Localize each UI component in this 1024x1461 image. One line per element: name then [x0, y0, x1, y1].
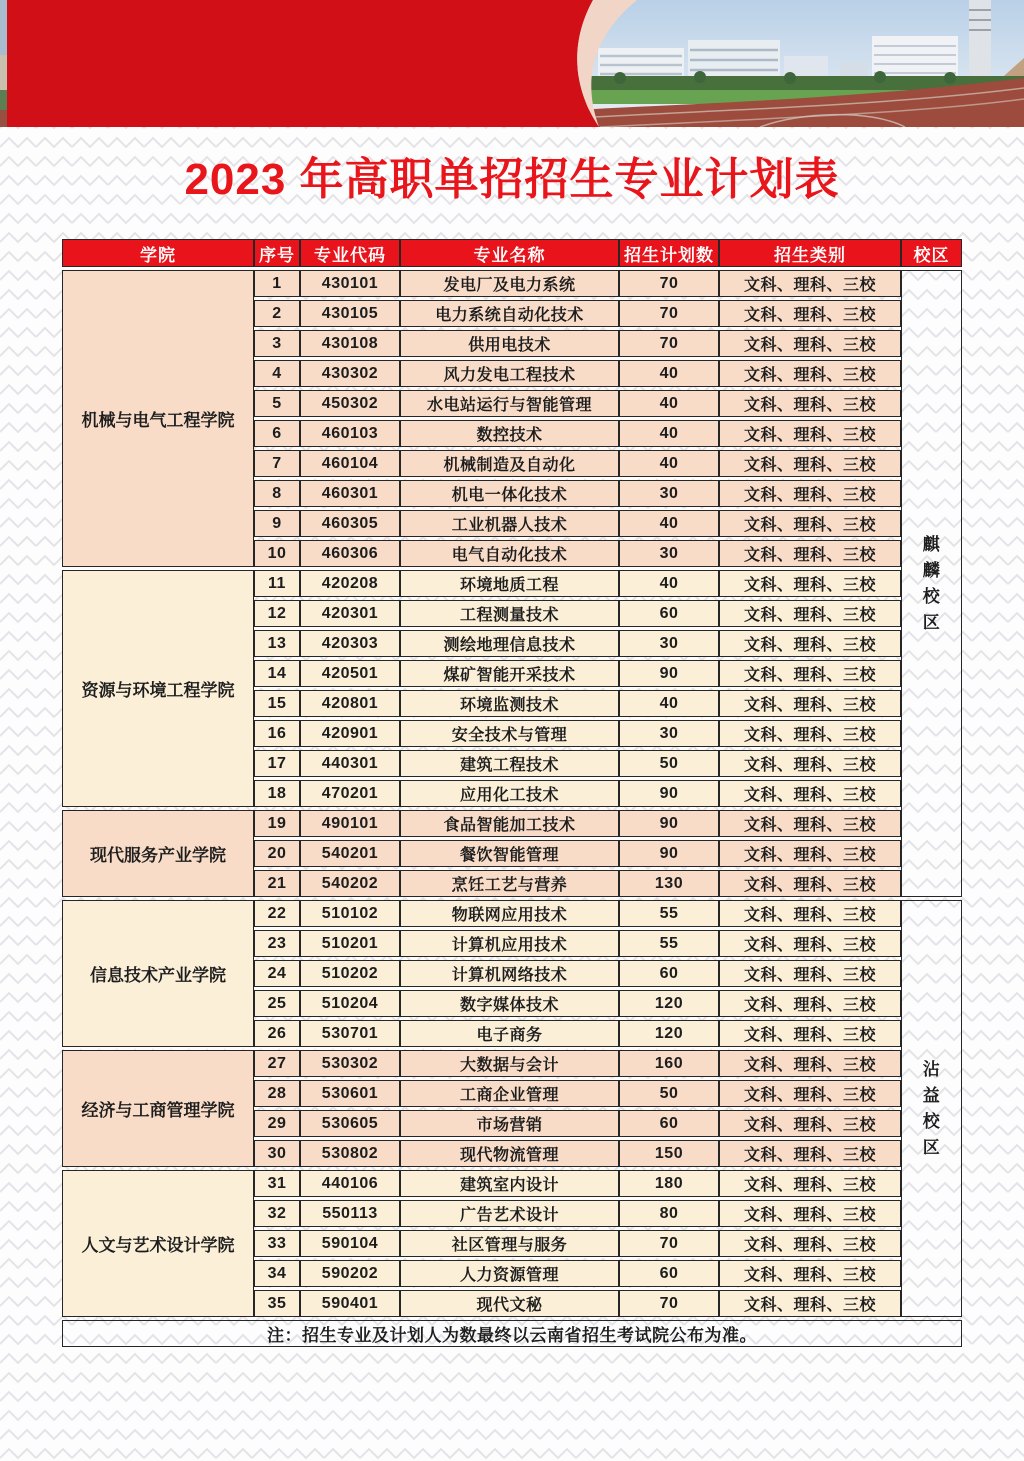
- category-cell: 文科、理科、三校: [719, 1260, 901, 1287]
- banner-graphic: [0, 0, 1024, 127]
- row-number-cell: 20: [254, 840, 300, 867]
- row-number-cell: 16: [254, 720, 300, 747]
- row-number-cell: 30: [254, 1140, 300, 1167]
- category-cell: 文科、理科、三校: [719, 990, 901, 1017]
- note-row: [62, 1320, 962, 1347]
- campus-char: 益: [922, 1086, 941, 1105]
- category-cell: 文科、理科、三校: [719, 570, 901, 597]
- table-header-row: [62, 239, 962, 267]
- plan-count-cell: 40: [619, 360, 719, 387]
- table-row: [62, 1170, 962, 1197]
- major-code-cell: 590202: [300, 1260, 400, 1287]
- category-cell: 文科、理科、三校: [719, 480, 901, 507]
- major-name-cell: 环境地质工程: [400, 570, 619, 597]
- major-code-cell: 530701: [300, 1020, 400, 1047]
- category-cell: 文科、理科、三校: [719, 720, 901, 747]
- column-header: 招生类别: [719, 239, 901, 267]
- row-number-cell: 21: [254, 870, 300, 897]
- plan-count-cell: 60: [619, 1260, 719, 1287]
- note-text: 注：招生专业及计划人为数最终以云南省招生考试院公布为准。: [62, 1320, 962, 1347]
- campus-char: 麟: [922, 561, 941, 580]
- page-title: 2023 年高职单招招生专业计划表: [184, 155, 840, 204]
- campus-char: 区: [922, 1138, 941, 1157]
- major-name-cell: 计算机网络技术: [400, 960, 619, 987]
- major-name-cell: 社区管理与服务: [400, 1230, 619, 1257]
- plan-count-cell: 70: [619, 330, 719, 357]
- campus-char: 校: [922, 587, 941, 606]
- plan-count-cell: 60: [619, 960, 719, 987]
- major-name-cell: 应用化工技术: [400, 780, 619, 807]
- major-code-cell: 450302: [300, 390, 400, 417]
- row-number-cell: 2: [254, 300, 300, 327]
- major-code-cell: 510102: [300, 900, 400, 927]
- major-code-cell: 460301: [300, 480, 400, 507]
- category-cell: 文科、理科、三校: [719, 840, 901, 867]
- table-row: [62, 1050, 962, 1077]
- major-name-cell: 现代物流管理: [400, 1140, 619, 1167]
- row-number-cell: 5: [254, 390, 300, 417]
- major-code-cell: 430105: [300, 300, 400, 327]
- major-code-cell: 420901: [300, 720, 400, 747]
- row-number-cell: 7: [254, 450, 300, 477]
- table-row: [62, 810, 962, 837]
- plan-count-cell: 70: [619, 1230, 719, 1257]
- major-name-cell: 风力发电工程技术: [400, 360, 619, 387]
- row-number-cell: 27: [254, 1050, 300, 1077]
- row-number-cell: 14: [254, 660, 300, 687]
- plan-count-cell: 90: [619, 840, 719, 867]
- major-name-cell: 广告艺术设计: [400, 1200, 619, 1227]
- category-cell: 文科、理科、三校: [719, 1170, 901, 1197]
- plan-count-cell: 70: [619, 1290, 719, 1317]
- row-number-cell: 15: [254, 690, 300, 717]
- plan-count-cell: 180: [619, 1170, 719, 1197]
- major-code-cell: 530802: [300, 1140, 400, 1167]
- row-number-cell: 12: [254, 600, 300, 627]
- major-name-cell: 人力资源管理: [400, 1260, 619, 1287]
- row-number-cell: 32: [254, 1200, 300, 1227]
- table-row: [62, 900, 962, 927]
- row-number-cell: 23: [254, 930, 300, 957]
- category-cell: 文科、理科、三校: [719, 1020, 901, 1047]
- category-cell: 文科、理科、三校: [719, 750, 901, 777]
- campus-cell: [901, 270, 962, 897]
- plan-count-cell: 30: [619, 480, 719, 507]
- campus-cell: [901, 900, 962, 1317]
- major-code-cell: 460306: [300, 540, 400, 567]
- major-code-cell: 440301: [300, 750, 400, 777]
- major-code-cell: 510201: [300, 930, 400, 957]
- category-cell: 文科、理科、三校: [719, 510, 901, 537]
- college-name-cell: 现代服务产业学院: [62, 810, 254, 897]
- red-swoosh: [7, 0, 599, 127]
- plan-count-cell: 55: [619, 900, 719, 927]
- major-code-cell: 530601: [300, 1080, 400, 1107]
- column-header: 专业名称: [400, 239, 619, 267]
- plan-count-cell: 120: [619, 1020, 719, 1047]
- plan-count-cell: 90: [619, 780, 719, 807]
- row-number-cell: 22: [254, 900, 300, 927]
- plan-count-cell: 50: [619, 750, 719, 777]
- major-name-cell: 物联网应用技术: [400, 900, 619, 927]
- major-code-cell: 420301: [300, 600, 400, 627]
- major-name-cell: 电气自动化技术: [400, 540, 619, 567]
- major-name-cell: 数控技术: [400, 420, 619, 447]
- major-code-cell: 460305: [300, 510, 400, 537]
- column-header: 学院: [62, 239, 254, 267]
- major-name-cell: 工业机器人技术: [400, 510, 619, 537]
- campus-char: 麒: [922, 535, 941, 554]
- major-code-cell: 510202: [300, 960, 400, 987]
- plan-count-cell: 150: [619, 1140, 719, 1167]
- row-number-cell: 11: [254, 570, 300, 597]
- table-row: [62, 570, 962, 597]
- major-name-cell: 计算机应用技术: [400, 930, 619, 957]
- category-cell: 文科、理科、三校: [719, 810, 901, 837]
- plan-count-cell: 70: [619, 300, 719, 327]
- row-number-cell: 33: [254, 1230, 300, 1257]
- major-name-cell: 食品智能加工技术: [400, 810, 619, 837]
- category-cell: 文科、理科、三校: [719, 1230, 901, 1257]
- major-name-cell: 环境监测技术: [400, 690, 619, 717]
- category-cell: 文科、理科、三校: [719, 330, 901, 357]
- row-number-cell: 8: [254, 480, 300, 507]
- major-name-cell: 大数据与会计: [400, 1050, 619, 1077]
- major-name-cell: 工商企业管理: [400, 1080, 619, 1107]
- category-cell: 文科、理科、三校: [719, 1290, 901, 1317]
- major-code-cell: 430108: [300, 330, 400, 357]
- major-name-cell: 发电厂及电力系统: [400, 270, 619, 297]
- category-cell: 文科、理科、三校: [719, 1110, 901, 1137]
- row-number-cell: 18: [254, 780, 300, 807]
- column-header: 专业代码: [300, 239, 400, 267]
- row-number-cell: 3: [254, 330, 300, 357]
- row-number-cell: 10: [254, 540, 300, 567]
- major-code-cell: 490101: [300, 810, 400, 837]
- major-name-cell: 建筑室内设计: [400, 1170, 619, 1197]
- row-number-cell: 28: [254, 1080, 300, 1107]
- plan-count-cell: 40: [619, 420, 719, 447]
- major-name-cell: 数字媒体技术: [400, 990, 619, 1017]
- major-name-cell: 现代文秘: [400, 1290, 619, 1317]
- plan-count-cell: 80: [619, 1200, 719, 1227]
- major-name-cell: 餐饮智能管理: [400, 840, 619, 867]
- major-code-cell: 510204: [300, 990, 400, 1017]
- category-cell: 文科、理科、三校: [719, 1140, 901, 1167]
- plan-count-cell: 160: [619, 1050, 719, 1077]
- major-code-cell: 460103: [300, 420, 400, 447]
- college-name-cell: 机械与电气工程学院: [62, 270, 254, 567]
- major-code-cell: 430101: [300, 270, 400, 297]
- major-name-cell: 机电一体化技术: [400, 480, 619, 507]
- plan-count-cell: 60: [619, 1110, 719, 1137]
- major-name-cell: 电子商务: [400, 1020, 619, 1047]
- category-cell: 文科、理科、三校: [719, 540, 901, 567]
- major-name-cell: 电力系统自动化技术: [400, 300, 619, 327]
- top-banner: [0, 0, 1024, 127]
- table-row: [62, 270, 962, 297]
- college-name-cell: 信息技术产业学院: [62, 900, 254, 1047]
- plan-count-cell: 130: [619, 870, 719, 897]
- major-name-cell: 水电站运行与智能管理: [400, 390, 619, 417]
- major-code-cell: 550113: [300, 1200, 400, 1227]
- row-number-cell: 29: [254, 1110, 300, 1137]
- plan-count-cell: 90: [619, 660, 719, 687]
- major-name-cell: 机械制造及自动化: [400, 450, 619, 477]
- plan-count-cell: 70: [619, 270, 719, 297]
- campus-char: 区: [922, 613, 941, 632]
- enrollment-plan-table: [62, 236, 962, 1350]
- major-code-cell: 420801: [300, 690, 400, 717]
- college-name-cell: 资源与环境工程学院: [62, 570, 254, 807]
- major-code-cell: 530302: [300, 1050, 400, 1077]
- major-code-cell: 420208: [300, 570, 400, 597]
- plan-count-cell: 120: [619, 990, 719, 1017]
- major-code-cell: 540201: [300, 840, 400, 867]
- major-name-cell: 建筑工程技术: [400, 750, 619, 777]
- plan-count-cell: 30: [619, 540, 719, 567]
- category-cell: 文科、理科、三校: [719, 900, 901, 927]
- major-code-cell: 460104: [300, 450, 400, 477]
- column-header: 校区: [901, 239, 962, 267]
- major-code-cell: 470201: [300, 780, 400, 807]
- major-code-cell: 430302: [300, 360, 400, 387]
- row-number-cell: 1: [254, 270, 300, 297]
- major-name-cell: 测绘地理信息技术: [400, 630, 619, 657]
- row-number-cell: 4: [254, 360, 300, 387]
- left-edge-sliver: [0, 0, 7, 127]
- plan-count-cell: 90: [619, 810, 719, 837]
- campus-char: 沾: [922, 1060, 941, 1079]
- enrollment-table-wrap: [62, 236, 962, 1350]
- row-number-cell: 17: [254, 750, 300, 777]
- major-name-cell: 工程测量技术: [400, 600, 619, 627]
- major-code-cell: 440106: [300, 1170, 400, 1197]
- major-code-cell: 540202: [300, 870, 400, 897]
- plan-count-cell: 50: [619, 1080, 719, 1107]
- campus-char: 校: [922, 1112, 941, 1131]
- category-cell: 文科、理科、三校: [719, 270, 901, 297]
- column-header: 招生计划数: [619, 239, 719, 267]
- major-code-cell: 530605: [300, 1110, 400, 1137]
- major-name-cell: 安全技术与管理: [400, 720, 619, 747]
- row-number-cell: 25: [254, 990, 300, 1017]
- category-cell: 文科、理科、三校: [719, 450, 901, 477]
- plan-count-cell: 55: [619, 930, 719, 957]
- row-number-cell: 9: [254, 510, 300, 537]
- category-cell: 文科、理科、三校: [719, 390, 901, 417]
- category-cell: 文科、理科、三校: [719, 1050, 901, 1077]
- campus-photo: [550, 0, 1024, 127]
- plan-count-cell: 40: [619, 510, 719, 537]
- row-number-cell: 6: [254, 420, 300, 447]
- column-header: 序号: [254, 239, 300, 267]
- plan-count-cell: 30: [619, 630, 719, 657]
- plan-count-cell: 40: [619, 690, 719, 717]
- category-cell: 文科、理科、三校: [719, 1200, 901, 1227]
- category-cell: 文科、理科、三校: [719, 930, 901, 957]
- category-cell: 文科、理科、三校: [719, 600, 901, 627]
- category-cell: 文科、理科、三校: [719, 300, 901, 327]
- major-name-cell: 供用电技术: [400, 330, 619, 357]
- category-cell: 文科、理科、三校: [719, 690, 901, 717]
- plan-count-cell: 30: [619, 720, 719, 747]
- college-name-cell: 经济与工商管理学院: [62, 1050, 254, 1167]
- plan-count-cell: 40: [619, 450, 719, 477]
- category-cell: 文科、理科、三校: [719, 780, 901, 807]
- row-number-cell: 31: [254, 1170, 300, 1197]
- row-number-cell: 35: [254, 1290, 300, 1317]
- major-code-cell: 420501: [300, 660, 400, 687]
- major-code-cell: 590104: [300, 1230, 400, 1257]
- major-name-cell: 煤矿智能开采技术: [400, 660, 619, 687]
- row-number-cell: 13: [254, 630, 300, 657]
- category-cell: 文科、理科、三校: [719, 1080, 901, 1107]
- plan-count-cell: 60: [619, 600, 719, 627]
- major-code-cell: 590401: [300, 1290, 400, 1317]
- category-cell: 文科、理科、三校: [719, 360, 901, 387]
- category-cell: 文科、理科、三校: [719, 960, 901, 987]
- category-cell: 文科、理科、三校: [719, 870, 901, 897]
- college-name-cell: 人文与艺术设计学院: [62, 1170, 254, 1317]
- row-number-cell: 19: [254, 810, 300, 837]
- major-name-cell: 烹饪工艺与营养: [400, 870, 619, 897]
- category-cell: 文科、理科、三校: [719, 660, 901, 687]
- row-number-cell: 34: [254, 1260, 300, 1287]
- row-number-cell: 24: [254, 960, 300, 987]
- category-cell: 文科、理科、三校: [719, 420, 901, 447]
- plan-count-cell: 40: [619, 570, 719, 597]
- plan-count-cell: 40: [619, 390, 719, 417]
- category-cell: 文科、理科、三校: [719, 630, 901, 657]
- major-name-cell: 市场营销: [400, 1110, 619, 1137]
- row-number-cell: 26: [254, 1020, 300, 1047]
- major-code-cell: 420303: [300, 630, 400, 657]
